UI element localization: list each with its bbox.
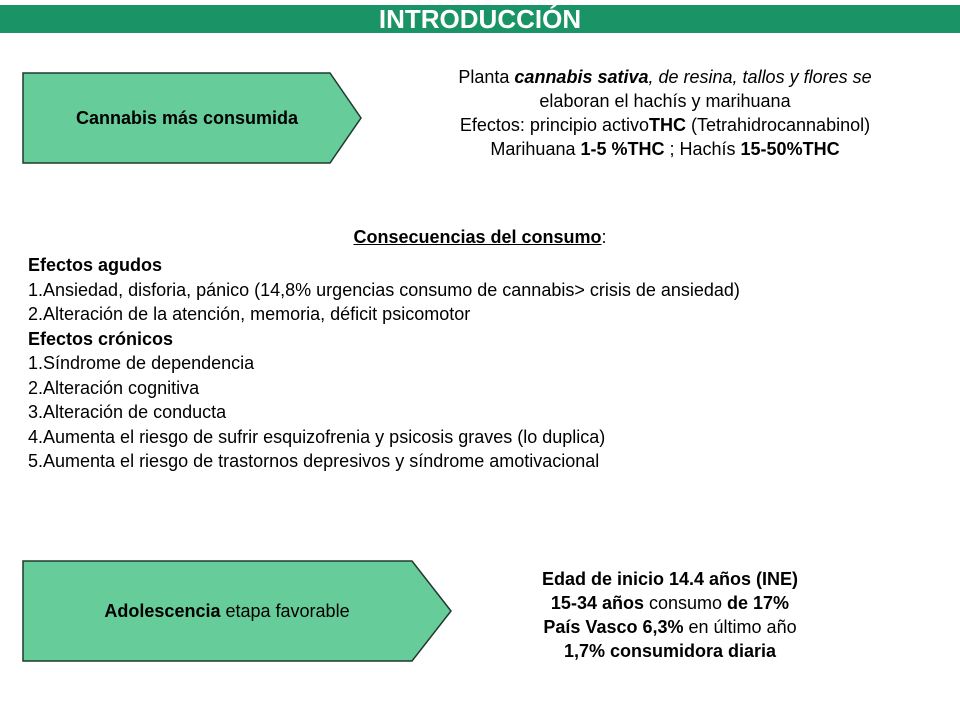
basque-rate: País Vasco 6,3% — [543, 617, 684, 637]
consumption-rate: de 17% — [727, 593, 790, 613]
plant-line-4 — [375, 137, 955, 161]
plant-line-3-a: Efectos: principio activo — [459, 115, 649, 135]
acute-heading: Efectos agudos — [28, 255, 163, 275]
stats-line-1 — [470, 567, 870, 591]
stats-line-3 — [470, 615, 870, 639]
cannabis-arrow-label: Cannabis más consumida — [75, 107, 299, 128]
stats-line-4 — [470, 639, 870, 663]
plant-species: cannabis sativa — [514, 67, 649, 87]
chronic-item: 2.Alteración cognitiva — [28, 377, 200, 398]
adolescence-bold: Adolescencia — [104, 600, 221, 621]
cannabis-arrow-shape — [22, 72, 362, 164]
plant-line-3-c: (Tetrahidrocannabinol) — [685, 115, 871, 135]
effects-list — [28, 253, 928, 474]
plant-line-4-a: Marihuana — [490, 139, 581, 159]
adolescence-arrow-shape — [22, 560, 452, 662]
chronic-item: 1.Síndrome de dependencia — [28, 353, 255, 373]
chronic-item: 3.Alteración de conducta — [28, 402, 227, 422]
marihuana-thc: 1-5 %THC — [580, 139, 665, 159]
onset-age: Edad de inicio 14.4 años (INE) — [541, 569, 799, 589]
consequences-title-suffix: : — [601, 227, 607, 247]
adolescence-arrow-label — [22, 560, 432, 662]
plant-line-3 — [375, 113, 955, 137]
chronic-heading: Efectos crónicos — [28, 328, 174, 349]
thc-label: THC — [648, 115, 686, 135]
plant-line-1-a: Planta — [458, 67, 515, 87]
stats-line-3-b: en último año — [683, 617, 797, 637]
plant-line-4-c: ; Hachís — [664, 139, 741, 159]
consequences-title-text: Consecuencias del consumo — [353, 227, 602, 247]
stats-block — [470, 567, 870, 663]
consequences-title — [0, 225, 960, 249]
acute-item: 2.Alteración de la atención, memoria, déficit psicomotor — [28, 304, 471, 324]
plant-line-1-c: , de resina, tallos y flores se — [648, 67, 872, 87]
chronic-item: 5.Aumenta el riesgo de trastornos depresivos y síndrome amotivacional — [28, 451, 600, 471]
hachis-thc: 15-50%THC — [740, 139, 840, 159]
stats-line-2-b: consumo — [643, 593, 728, 613]
adolescence-rest: etapa favorable — [220, 600, 350, 621]
plant-line-1 — [375, 65, 955, 89]
chronic-item: 4.Aumenta el riesgo de sufrir esquizofrenia y psicosis graves (lo duplica) — [28, 426, 606, 447]
daily-consumer-rate: 1,7% consumidora diaria — [563, 641, 777, 661]
stats-line-2 — [470, 591, 870, 615]
page-title: INTRODUCCIÓN — [378, 4, 582, 34]
age-range: 15-34 años — [550, 593, 644, 613]
plant-description — [375, 65, 955, 161]
plant-line-2: elaboran el hachís y marihuana — [539, 91, 791, 111]
acute-item: 1.Ansiedad, disforia, pánico (14,8% urgencias consumo de cannabis> crisis de ansiedad) — [28, 279, 740, 300]
